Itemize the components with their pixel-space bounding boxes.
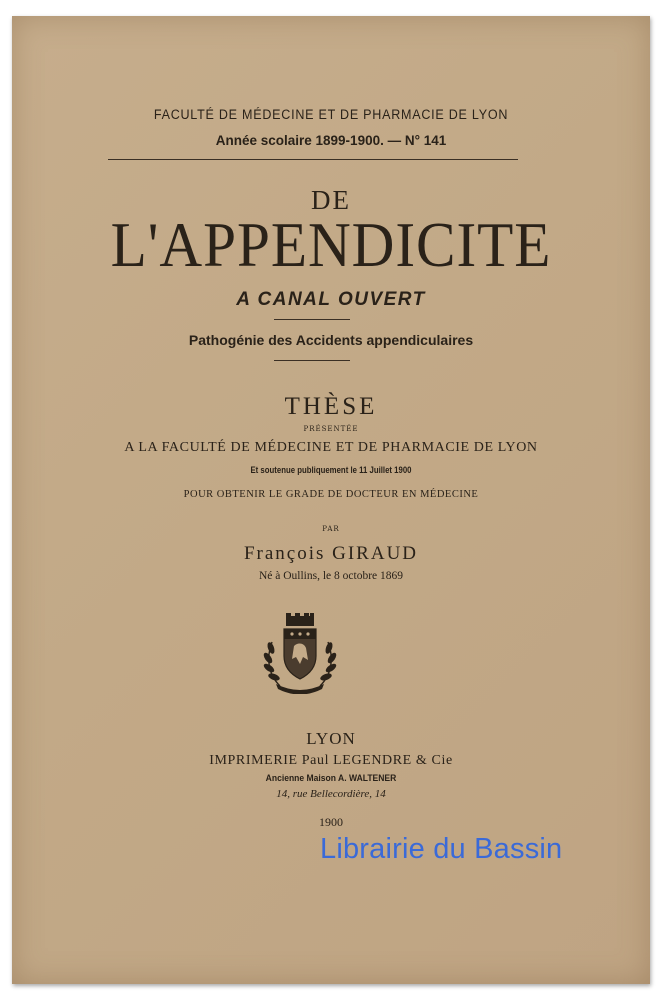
defense-date: Et soutenue publiquement le 11 Juillet 1900: [250, 465, 412, 476]
presented-label: PRÉSENTÉE: [303, 425, 359, 433]
by-label: PAR: [322, 525, 340, 533]
former-house: Ancienne Maison A. WALTENER: [265, 773, 397, 784]
printer-address: 14, rue Bellecordière, 14: [276, 788, 386, 800]
publication-year: 1900: [319, 815, 343, 829]
academic-year: Année scolaire 1899-1900. — N° 141: [215, 133, 447, 148]
author-name: François GIRAUD: [243, 543, 419, 564]
subject-divider: [274, 360, 350, 361]
title-prefix: DE: [311, 185, 351, 215]
thesis-heading: THÈSE: [284, 393, 378, 420]
degree-line: POUR OBTENIR LE GRADE DE DOCTEUR EN MÉDECINE: [183, 489, 479, 500]
header-divider: [108, 159, 518, 160]
lyon-coat-of-arms-icon: [262, 612, 338, 694]
imprint-city: LYON: [306, 729, 356, 748]
subject-line: Pathogénie des Accidents appendiculaires: [188, 332, 474, 348]
subtitle: A CANAL OUVERT: [236, 289, 426, 310]
faculty-header: FACULTÉ DE MÉDECINE ET DE PHARMACIE DE LYON: [153, 107, 509, 122]
printer-name: IMPRIMERIE Paul LEGENDRE & Cie: [209, 753, 453, 768]
main-title: L'APPENDICITE: [110, 210, 552, 280]
author-birth: Né à Oullins, le 8 octobre 1869: [258, 570, 404, 582]
subtitle-divider: [274, 319, 350, 320]
thesis-faculty: A LA FACULTÉ DE MÉDECINE ET DE PHARMACIE DE LYON: [124, 440, 538, 455]
bookseller-watermark: Librairie du Bassin: [320, 833, 563, 865]
